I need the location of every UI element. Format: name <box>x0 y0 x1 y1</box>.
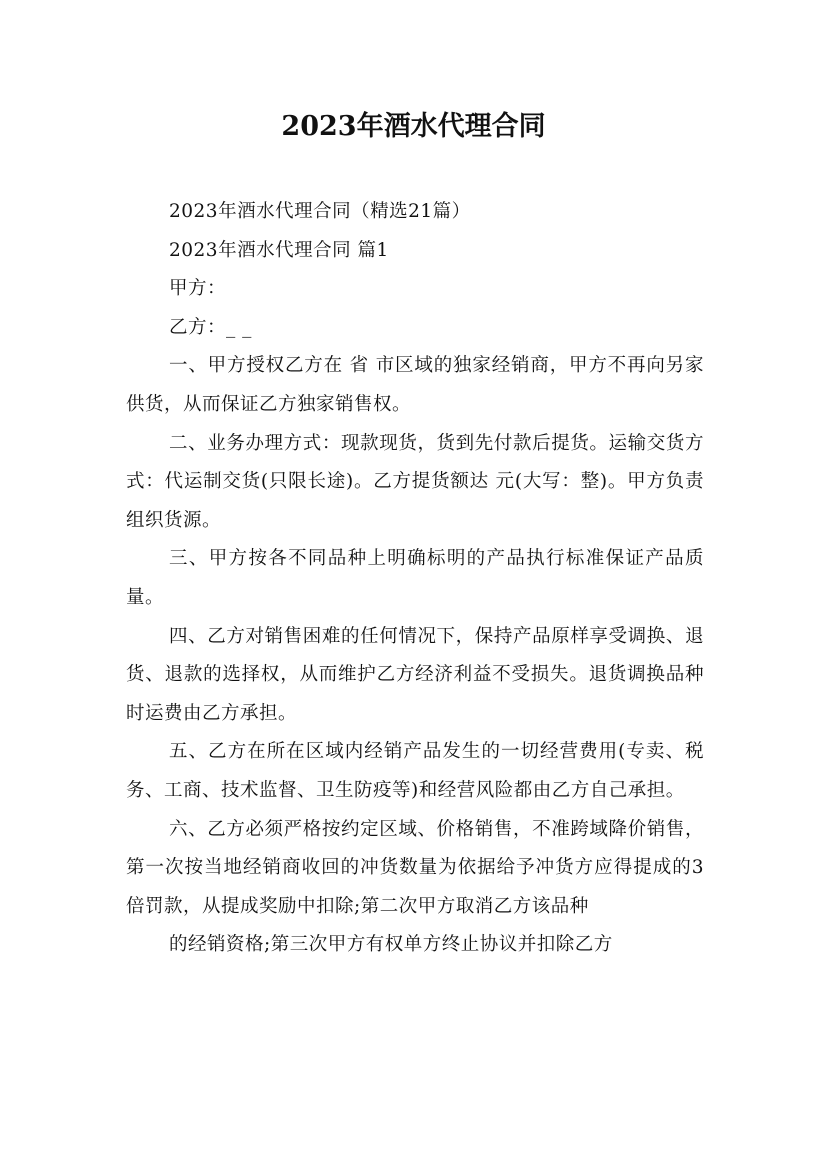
paragraph-party-a: 甲方： <box>169 278 227 300</box>
paragraph-clause-6: 六、乙方必须严格按约定区域、价格销售，不准跨域降价销售，第一次按当地经销商收回的冲货数量为依据给予冲货方应得提成的3倍罚款，从提成奖励中扣除;第二次甲方取消乙方该品种 <box>126 818 704 917</box>
paragraph-clause-4: 四、乙方对销售困难的任何情况下，保持产品原样享受调换、退货、退款的选择权，从而维护乙方经济利益不受损失。退货调换品种时运费由乙方承担。 <box>126 625 704 724</box>
paragraph-clause-2: 二、业务办理方式：现款现货，货到先付款后提货。运输交货方式：代运制交货(只限长途)。乙方提货额达 元(大写：整)。甲方负责组织货源。 <box>126 432 704 531</box>
paragraph-clause-3: 三、甲方按各不同品种上明确标明的产品执行标准保证产品质量。 <box>126 548 704 608</box>
paragraph-clause-6-continued: 的经销资格;第三次甲方有权单方终止协议并扣除乙方 <box>169 934 613 956</box>
paragraph-party-b: 乙方：_ _ <box>169 316 252 338</box>
document-title: 2023年酒水代理合同 <box>281 111 546 142</box>
document-body <box>126 193 704 965</box>
paragraph-clause-1: 一、甲方授权乙方在 省 市区域的独家经销商，甲方不再向另家供货，从而保证乙方独家销售权。 <box>126 355 704 415</box>
paragraph-subtitle: 2023年酒水代理合同（精选21篇） <box>169 201 471 222</box>
paragraph-clause-5: 五、乙方在所在区域内经销产品发生的一切经营费用(专卖、税务、工商、技术监督、卫生防疫等)和经营风险都由乙方自己承担。 <box>126 741 704 801</box>
paragraph-section-heading: 2023年酒水代理合同 篇1 <box>169 239 389 261</box>
